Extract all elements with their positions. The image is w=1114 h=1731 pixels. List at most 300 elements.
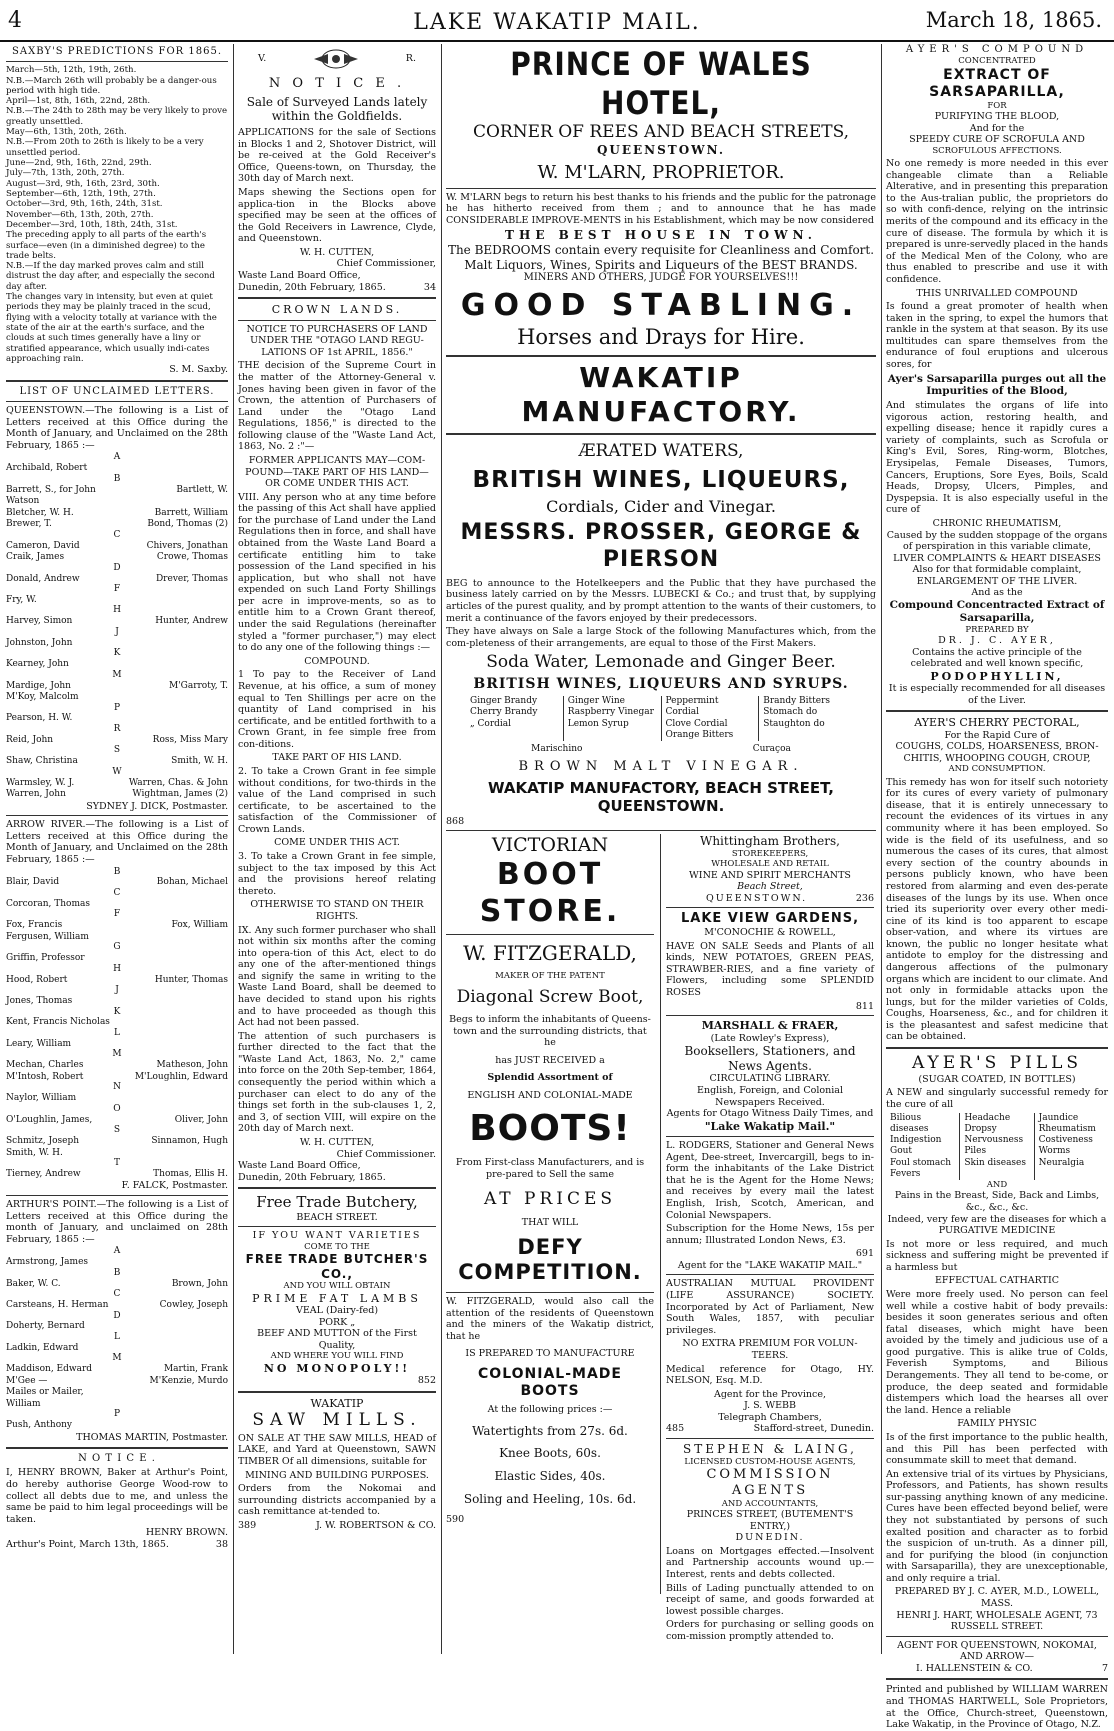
queenstown-letters-list <box>6 453 228 800</box>
boot-defy: DEFY COMPETITION. <box>458 1234 642 1285</box>
stephen-lic: LICENSED CUSTOM-HOUSE AGENTS, <box>684 1456 856 1467</box>
list-item: Orange Bitters <box>665 729 734 740</box>
ayer-purges: Ayer's Sarsaparilla purges out all the Impurities of the Blood, <box>887 372 1107 398</box>
letter-divider: B <box>113 473 121 484</box>
list-item-name: Corcoran, Thomas <box>6 898 90 909</box>
letter-divider: C <box>113 529 121 540</box>
lake-title: LAKE VIEW GARDENS, <box>680 911 860 927</box>
boot-price-4: Soling and Heeling, 10s. 6d. <box>463 1491 637 1506</box>
boot-prepared: IS PREPARED TO MANUFACTURE <box>465 1348 635 1360</box>
whit-beach: Beach Street, <box>737 881 803 893</box>
boot-english: ENGLISH AND COLONIAL-MADE <box>467 1089 633 1101</box>
saw-p: ON SALE AT THE SAW MILLS, HEAD of LAKE, and Yard at Queenstown, SAWN TIMBER Of all dimensions, suitable for <box>238 1432 436 1468</box>
list-item-name: Chivers, Jonathan <box>146 540 228 551</box>
list-item: Headache <box>964 1112 1011 1123</box>
amp-number: 485 <box>666 1423 685 1435</box>
letters-heading: LIST OF UNCLAIMED LETTERS. <box>19 385 215 397</box>
stephen-st: PRINCES STREET, (BUTEMENT'S ENTRY,) <box>686 1509 854 1532</box>
notice-heading: N O T I C E . <box>268 76 406 91</box>
list-column <box>886 1113 960 1181</box>
list-item-name: Doherty, Bernard <box>6 1321 85 1332</box>
list-column <box>662 696 760 741</box>
pills-and: AND <box>986 1180 1008 1190</box>
notice-date: Dunedin, 20th February, 1865. <box>238 281 386 293</box>
hotel-best: THE BEST HOUSE IN TOWN. <box>505 228 817 243</box>
ayer-enlarge: ENLARGEMENT OF THE LIVER. <box>916 575 1078 587</box>
arthurs-postmaster: THOMAS MARTIN, Postmaster. <box>76 1431 228 1443</box>
letter-divider: A <box>113 1246 121 1257</box>
list-item <box>6 1300 228 1312</box>
ayer-l2: CONCENTRATED <box>958 56 1036 67</box>
butchery-title: Free Trade Butchery, <box>256 1193 418 1212</box>
list-item: Bilious diseases <box>890 1112 929 1134</box>
list-item-name: Warmsley, W. J. <box>6 777 75 788</box>
amp-staff: Stafford-street, Dunedin. <box>753 1423 874 1435</box>
list-item <box>6 659 228 671</box>
butchery-l5: PRIME FAT LAMBS <box>252 1291 422 1305</box>
ayer-andas: And as the <box>971 587 1023 599</box>
list-item-name: Bond, Thomas (2) <box>147 519 228 530</box>
letter-divider: B <box>113 866 121 877</box>
saxby-signature: S. M. Saxby. <box>169 364 228 376</box>
rodgers-number: 691 <box>855 1248 874 1260</box>
letter-divider: L <box>114 1027 120 1038</box>
list-item-name: Barrett, William <box>154 507 228 518</box>
pills-hart: HENRI J. HART, WHOLESALE AGENT, 73 RUSSELL STREET. <box>896 1609 1098 1633</box>
pills-new: A NEW and singularly successful remedy for the cure of all <box>886 1087 1108 1110</box>
soda-water: Soda Water, Lemonade and Ginger Beer. <box>486 652 836 673</box>
ayer-chronic: CHRONIC RHEUMATISM, <box>932 517 1062 529</box>
letter-divider: B <box>113 1267 121 1278</box>
list-item <box>6 1136 228 1148</box>
lake-p: HAVE ON SALE Seeds and Plants of all kinds, NEW POTATOES, GREEN PEAS, STRAWBER-RIES, and a fine variety of Flowers, including some SPLENDID ROSES <box>666 940 874 998</box>
boot-at-prices: AT PRICES <box>483 1188 617 1209</box>
list-item-name: Wightman, James (2) <box>132 789 228 800</box>
stephen-comm: COMMISSION AGENTS <box>706 1466 834 1498</box>
list-item-name: Hunter, Thomas <box>154 974 228 985</box>
list-item-name: Martin, Frank <box>163 1364 228 1375</box>
list-item-name: Naylor, William <box>6 1093 77 1104</box>
saxby-line: June—2nd, 9th, 16th, 22nd, 29th. <box>6 158 152 168</box>
butchery-l2: COME TO THE <box>304 1241 370 1252</box>
pills-p2: Were more freely used. No person can feel well while a costive habit of body prevails: besides it soon generates serious and often fatal diseases, which might have been avoided by the timely and judicious use of a good purgative. This is alike true of Colds, Feverish Symptoms, and Bilious Derangements. They all tend to be-come, or produce, the deep seated and formidable distempers which load the hearses all over the land. Hence a reliable <box>886 1288 1108 1416</box>
ayer-podo: PODOPHYLLIN, <box>930 669 1064 683</box>
column-3 <box>446 44 876 1654</box>
list-item: Gout <box>890 1146 913 1157</box>
cordials: Cordials, Cider and Vinegar. <box>546 496 776 516</box>
boot-price-3: Elastic Sides, 40s. <box>494 1468 606 1483</box>
list-item <box>6 1169 228 1181</box>
letter-divider: M <box>112 1353 122 1364</box>
crown-compound: COMPOUND. <box>304 655 370 667</box>
hotel-p: W. M'LARN begs to return his best thanks to his friends and the public for the patronage he has hitherto received from them ; and to announce that he has made CONSIDERABLE IMPROVE-MENTS in his Establishment, which may be now considered <box>446 191 876 226</box>
pills-purg: PURGATIVE MEDICINE <box>938 1225 1056 1237</box>
list-item-name: Harvey, Simon <box>6 616 73 627</box>
crown-p4: 2. To take a Crown Grant in fee simple without conditions, for two-thirds in the value of the Land comprised in such certificate, to be ascertained to the satisfaction of the Commissioner of Crown Lands. <box>238 766 436 835</box>
list-item <box>6 1376 228 1388</box>
product-list <box>466 696 856 741</box>
boot-store-title: BOOT STORE. <box>479 857 621 929</box>
list-item: Jaundice <box>1038 1112 1079 1123</box>
hotel-malt: Malt Liquors, Wines, Spirits and Liqueurs of the BEST BRANDS. <box>464 257 858 272</box>
list-item-name: M'Garroty, T. <box>168 680 228 691</box>
pills-sub: (SUGAR COATED, IN BOTTLES) <box>918 1073 1076 1085</box>
letter-divider: N <box>113 1082 121 1093</box>
list-item: Piles <box>964 1146 987 1157</box>
whit-wine: WINE AND SPIRIT MERCHANTS <box>689 869 851 881</box>
saw-number: 389 <box>238 1519 257 1531</box>
list-item-name: Cowley, Joseph <box>159 1300 228 1311</box>
boot-diagonal: Diagonal Screw Boot, <box>456 987 644 1008</box>
stephen-acc: AND ACCOUNTANTS, <box>721 1498 819 1509</box>
list-item-name: Fox, Francis <box>6 920 63 931</box>
pills-p1: Is not more or less required, and much sickness and suffering might be prevented if a harmless but <box>886 1238 1108 1273</box>
list-item-name: Archibald, Robert <box>6 463 88 474</box>
list-item: Stomach do <box>763 707 818 718</box>
list-item: Skin diseases <box>964 1157 1026 1168</box>
notice-office: Waste Land Board Office, <box>238 270 361 282</box>
agent-l1: AGENT FOR QUEENSTOWN, NOKOMAI, AND ARROW— <box>897 1639 1097 1663</box>
ayer-l6: And for the <box>969 122 1025 134</box>
list-item-name: Craik, James <box>6 552 65 563</box>
rodgers-agent: Agent for the "LAKE WAKATIP MAIL." <box>677 1259 863 1271</box>
letter-divider: K <box>113 648 121 659</box>
list-item: Rheumatism <box>1038 1123 1096 1134</box>
hotel-miners: MINERS AND OTHERS, JUDGE FOR YOURSELVES!!! <box>523 272 799 284</box>
amp-medical: Medical reference for Otago, HY. NELSON, Esq. M.D. <box>666 1363 874 1387</box>
crown-p6: IX. Any such former purchaser who shall not within six months after the coming into opera-tion of this Act, elect to do any one of the after-mentioned things and signify the same in writing to the Waste Land Board, shall be deemed to have decided to stand upon his rights and to have proceeded as though this Act had not been passed. <box>238 924 436 1029</box>
ayer-p1: No one remedy is more needed in this ever changeable climate than a Reliable Alterative, and in presenting this preparation to the Aus-tralian public, the proprietors do so with confi-dence, relying on the intrinsic merits of the compound and its efficacy in the cure of disease. The formula by which it is prepared is unre-servedly placed in the hands of the Medical Men of the Colony, who are thus enabled to prescribe and use it with confidence. <box>886 158 1108 285</box>
pills-title: AYER'S PILLS <box>911 1053 1083 1074</box>
list-column <box>466 696 564 741</box>
masthead <box>0 0 1114 42</box>
brown-notice-body: I, HENRY BROWN, Baker at Arthur's Point, do hereby authorise George Wood-row to collect all debts due to me, and unless the same be paid to him legal proceedings will be taken. <box>6 1467 228 1525</box>
printed-by: Printed and published by WILLIAM WARREN and THOMAS HARTWELL, Sole Proprietors, at the Office, Church-street, Queenstown, Lake Wakatip, in the Province of Otago, N.Z. <box>886 1684 1108 1731</box>
list-item-name: Fergusen, William <box>6 931 89 942</box>
list-item: Staughton do <box>763 718 825 729</box>
boot-price-1: Watertights from 27s. 6d. <box>472 1423 628 1438</box>
column-divider <box>233 44 234 1654</box>
ayer-p3: And stimulates the organs of life into vigorous action, restoring health, and expelling disease; hence it rapidly cures a variety of complaints, such as Scrofula or King's Evil, Sores, Ring-worm, Blotches, Erysipelas, Female Diseases, Tumors, Cancers, Eruptions, Sore Eyes, Boils, Scald Heads, Dropsy, Ulcers, Pimples, and Dyspepsia. It is also especially useful in the cure of <box>886 400 1108 516</box>
queenstown-postmaster: SYDNEY J. DICK, Postmaster. <box>86 800 228 812</box>
issue-date: March 18, 1865. <box>925 8 1102 32</box>
curacoa: Curaçoa <box>752 744 791 755</box>
butchery-l6: VEAL (Dairy-fed) <box>295 1305 379 1317</box>
column-2 <box>238 44 436 1654</box>
pills-eff: EFFECTUAL CATHARTIC <box>935 1275 1059 1287</box>
column-3-split <box>446 834 876 1642</box>
list-item-name: Donald, Andrew <box>6 573 80 584</box>
saw-l2: SAW MILLS. <box>252 1410 422 1431</box>
saw-signature: J. W. ROBERTSON & CO. <box>315 1519 436 1531</box>
agent-number: 7 <box>1101 1662 1108 1674</box>
list-item-name: Griffin, Professor <box>6 953 85 964</box>
saxby-line: May—6th, 13th, 20th, 26th. <box>6 127 127 138</box>
good-stabling: GOOD STABLING. <box>460 288 862 324</box>
cherry-for: For the Rapid Cure of <box>944 729 1050 741</box>
crown-otherwise: OTHERWISE TO STAND ON THEIR RIGHTS. <box>250 899 424 922</box>
list-item-name: Mechan, Charles <box>6 1060 84 1071</box>
letter-divider: D <box>113 1310 121 1321</box>
manufactory-number: 868 <box>446 815 465 827</box>
pills-diseases-table <box>886 1113 1108 1181</box>
saxby-lines <box>6 65 228 364</box>
crown-p2: VIII. Any person who at any time before the passing of this Act shall have applied for the purchase of Land under the Land Regulations then in force, and shall have obtained from the Waste Land Board a certificate entitling him to take possession of the Land specified in his application, but who shall not have expended on such Land Forty Shillings per acre in improve-ments, so as to entitle him to a Crown Grant thereof, under the said Regulations (hereinafter styled a "former purchaser,") may elect to do any one of the following things :— <box>238 491 436 654</box>
list-item-name: Smith, W. H. <box>6 1147 63 1158</box>
letter-divider: J <box>115 985 119 996</box>
boot-store-ad <box>446 834 654 1526</box>
whit-whole: WHOLESALE AND RETAIL <box>711 859 829 870</box>
list-item: Brandy Bitters <box>763 696 831 707</box>
boot-name: W. FITZGERALD, <box>463 940 637 965</box>
letter-divider: K <box>113 1006 121 1017</box>
list-item <box>6 1364 228 1376</box>
list-item: Fevers <box>890 1168 921 1179</box>
list-item-name: Brown, John <box>171 1278 228 1289</box>
letter-divider: O <box>113 1103 121 1114</box>
saxby-line: N.B.—If the day marked proves calm and still distrust the day after, and especially the second day after. <box>6 261 215 292</box>
list-item-name: Carsteans, H. Herman <box>6 1300 109 1311</box>
list-column <box>1035 1113 1108 1181</box>
list-item-name: Shaw, Christina <box>6 756 78 767</box>
ayer-also: Also for that formidable complaint, <box>912 564 1082 576</box>
saw-p2: MINING AND BUILDING PURPOSES. <box>245 1469 429 1481</box>
saxby-line: December—3rd, 10th, 18th, 24th, 31st. <box>6 219 178 230</box>
boot-boots: BOOTS! <box>469 1108 631 1150</box>
pills-family: FAMILY PHYSIC <box>957 1418 1037 1430</box>
column-1 <box>6 44 228 1654</box>
notice-sub: Sale of Surveyed Lands lately within the Goldfields. <box>246 94 428 124</box>
letter-divider: D <box>113 562 121 573</box>
butchery-l3: FREE TRADE BUTCHER'S CO., <box>245 1252 429 1281</box>
marshall-papers: English, Foreign, and Colonial Newspapers Received. <box>697 1084 843 1108</box>
marshall-sub: (Late Rowley's Express), <box>710 1032 830 1044</box>
boot-colonial: COLONIAL-MADE BOOTS <box>478 1365 622 1400</box>
arrow-intro: ARROW RIVER.—The following is a List of Letters received at this Office during the Month of January, and Unclaimed on the 28th February, 1865 :— <box>6 819 228 866</box>
lake-number: 811 <box>855 1000 874 1012</box>
list-item-name: Ladkin, Edward <box>6 1342 79 1353</box>
brown-notice-heading: N O T I C E . <box>78 1453 156 1465</box>
whit-store: STOREKEEPERS, <box>731 848 809 859</box>
brown-number: 38 <box>215 1538 228 1550</box>
list-item-name: Leary, William <box>6 1038 72 1049</box>
split-divider <box>660 834 661 1594</box>
list-item-name: Baker, W. C. <box>6 1278 61 1289</box>
notice-body: APPLICATIONS for the sale of Sections in Blocks 1 and 2, Shotover District, will be re-ceived at the Gold Receiver's Office, Queens-town, on Thursday, the 30th day of March next. <box>238 127 436 185</box>
lake-sub: M'CONOCHIE & ROWELL, <box>704 927 836 939</box>
butchery-l10: NO MONOPOLY!! <box>263 1361 411 1375</box>
list-item: Worms <box>1038 1146 1071 1157</box>
ayer-contains: Contains the active principle of the celebrated and well known specific, <box>910 646 1084 670</box>
ayer-l7: SPEEDY CURE OF SCROFULA AND <box>909 134 1085 146</box>
list-item-name: M'Gee — <box>6 1375 48 1386</box>
boot-victorian: VICTORIAN <box>491 834 609 857</box>
boot-also: W. FITZGERALD, would also call the attention of the residents of Queenstown and the miners of the Wakatip district, that he <box>446 1296 654 1342</box>
boot-prices-label: At the following prices :— <box>487 1404 613 1416</box>
list-item-name: M'Koy, Malcolm <box>6 692 79 703</box>
brown-footer: Arthur's Point, March 13th, 1865. <box>6 1538 169 1550</box>
rodgers-p2: Subscription for the Home News, 15s per annum; Illustrated London News, £3. <box>666 1223 874 1246</box>
letter-divider: M <box>112 1049 122 1060</box>
list-item-name: Kearney, John <box>6 659 69 670</box>
list-item-name: Fry, W. <box>6 594 37 605</box>
crown-signature: W. H. CUTTEN, <box>299 1136 375 1148</box>
prosser-george-pierson: MESSRS. PROSSER, GEORGE & PIERSON <box>460 520 862 573</box>
hotel-title: PRINCE OF WALES HOTEL, <box>510 44 812 123</box>
list-item: Nervousness <box>964 1135 1024 1145</box>
marshall-book: Booksellers, Stationers, and News Agents. <box>684 1044 856 1073</box>
manufactory-title: WAKATIP MANUFACTORY. <box>521 360 801 428</box>
crown-office: Waste Land Board Office, <box>238 1160 361 1172</box>
list-item-name: Brewer, T. <box>6 519 52 530</box>
ayer-comp: Compound Concentracted Extract of Sarsaparilla, <box>889 598 1105 624</box>
saxby-line: N.B.—March 26th will probably be a danger-ous period with high tide. <box>6 75 217 96</box>
list-item-name: Maddison, Edward <box>6 1364 93 1375</box>
british-syrups: BRITISH WINES, LIQUEURS AND SYRUPS. <box>473 676 849 693</box>
pills-prep: PREPARED BY J. C. AYER, M.D., LOWELL, MASS. <box>894 1586 1100 1610</box>
manufactory-footer: WAKATIP MANUFACTORY, BEACH STREET, QUEENSTOWN. <box>488 779 834 816</box>
manufactory-p: BEG to announce to the Hotelkeepers and the Public that they have purchased the business lately carried on by the Messrs. LUBECKI & Co.; and trust that, by supplying articles of the purest quality, and by prompt attention to the wants of their customers, to merit a continuance of the favors enjoyed by their predecessors. <box>446 577 876 624</box>
list-item <box>6 996 228 1008</box>
marischino: Marischino <box>531 744 583 755</box>
ayer-caused: Caused by the sudden stoppage of the organs of perspiration in this variable climate, <box>886 529 1108 553</box>
saw-l1: WAKATIP <box>310 1396 364 1410</box>
arthurs-letters-list <box>6 1247 228 1431</box>
letter-divider: M <box>112 669 122 680</box>
amp-no-extra: NO EXTRA PREMIUM FOR VOLUN-TEERS. <box>682 1338 858 1361</box>
notice-body-2: Maps shewing the Sections open for applica-tion in the Blocks above specified may be seen at the offices of the Gold Receivers in Lawrence, Clyde, and Queenstown. <box>238 187 436 245</box>
cherry-l1: COUGHS, COLDS, HOARSENESS, BRON- <box>895 741 1099 753</box>
saxby-line: N.B.—From 20th to 26th is likely to be a very unsettled period. <box>6 137 204 158</box>
letter-divider: R <box>113 723 121 734</box>
list-item: Dropsy <box>964 1123 997 1134</box>
letter-divider: G <box>113 942 121 953</box>
letter-divider: W <box>112 766 122 777</box>
list-item-name: Fox, William <box>171 920 228 931</box>
list-item-name: Smith, W. H. <box>171 756 228 767</box>
list-item-name: Blair, David <box>6 877 60 888</box>
list-item-name: Mailes or Mailer, William <box>6 1387 84 1409</box>
amp-agent: Agent for the Province, <box>713 1388 827 1400</box>
letter-divider: J <box>115 626 119 637</box>
whit-number: 236 <box>855 892 874 904</box>
letter-divider: S <box>113 745 121 756</box>
butchery-l9: AND WHERE YOU WILL FIND <box>270 1351 404 1362</box>
crown-signature-title: Chief Commissioner. <box>336 1148 436 1160</box>
boot-begs: Begs to inform the inhabitants of Queens-town and the surrounding districts, that he <box>449 1014 651 1049</box>
list-item <box>6 552 228 564</box>
aerated-waters: ÆRATED WATERS, <box>578 440 744 461</box>
ayer-prep: PREPARED BY <box>965 624 1029 635</box>
letter-divider: C <box>113 1289 121 1300</box>
stephen-p: Loans on Mortgages effected.—Insolvent and Partnership accounts wound up.—Interest, rents and debts collected. <box>666 1545 874 1580</box>
list-item-name: Bartlett, W. <box>176 484 228 495</box>
paper-title: LAKE WAKATIP MAIL. <box>413 10 701 35</box>
whit-town: QUEENSTOWN. <box>706 892 808 904</box>
column-divider <box>441 44 442 1654</box>
list-item: Lemon Syrup <box>567 718 629 729</box>
cherry-p: This remedy has won for itself such notoriety for its cures of every variety of pulmonary disease, that it is entirely unnecessary to recount the evidences of its virtues in any community where it has been employed. So wide is the field of its usefulness, and so numerous the cases of its cures, that almost every section of the country abounds in persons publicly known, who have been restored from alarming and even des-perate diseases of the lungs by its use. When once tried its superiority over every other medi-cine of its kind is too apparent to escape obser-vation, and where its virtues are known, the public no longer hesitate what antidote to employ for the distressing and dangerous affections of the pulmonary organs which are incident to our climate. And not only in formidable attacks upon the lungs, but for the milder varieties of Colds, Coughs, Hoarseness, &c., and for children it is the pleasantest and safest medicine that can be obtained. <box>886 776 1108 1043</box>
crest-right: R. <box>405 53 416 65</box>
list-item-name: Warren, John <box>6 789 66 800</box>
manufactory-p2: They have always on Sale a large Stock of the following Manufactures which, from the com-pleteness of their arrangements, are equal to those of the First Makers. <box>446 626 876 649</box>
list-item <box>6 692 228 704</box>
marshall-agents: Agents for Otago Witness Daily Times, and <box>666 1108 874 1120</box>
ayer-l3: EXTRACT OF SARSAPARILLA, <box>929 66 1065 100</box>
brown-malt-vinegar: BROWN MALT VINEGAR. <box>518 759 804 775</box>
butchery-l1: IF YOU WANT VARIETIES <box>252 1230 422 1242</box>
boot-from: From First-class Manufacturers, and is pre-pared to Sell the same <box>455 1157 645 1180</box>
saxby-line: The preceding apply to all parts of the earth's surface—even (in a diminished degree) to the trade belts. <box>6 230 207 261</box>
list-item <box>6 463 228 475</box>
crest-left: V. <box>258 53 267 65</box>
list-item <box>6 541 228 553</box>
saxby-line: N.B.—The 24th to 28th may be very likely to prove greatly unsettled. <box>6 106 228 127</box>
list-item <box>6 1387 228 1410</box>
saxby-line: September—6th, 12th, 19th, 27th. <box>6 188 156 199</box>
ayer-recom: It is especially recommended for all diseases of the Liver. <box>888 683 1106 706</box>
list-item-name: Ross, Miss Mary <box>152 734 228 745</box>
ayer-unrival: THIS UNRIVALLED COMPOUND <box>916 287 1078 299</box>
list-item <box>6 920 228 932</box>
hotel-town: QUEENSTOWN. <box>596 143 726 158</box>
hotel-proprietor: W. M'LARN, PROPRIETOR. <box>537 161 785 183</box>
letter-divider: A <box>113 452 121 463</box>
list-item-name: Mardige, John <box>6 680 71 691</box>
royal-crest-icon <box>306 48 366 70</box>
marshall-circ: CIRCULATING LIBRARY. <box>709 1073 831 1085</box>
list-item-name: O'Loughlin, James, <box>6 1114 93 1125</box>
pills-p4: An extensive trial of its virtues by Physicians, Professors, and Patients, has shown results sur-passing anything known of any medicine. Cures have been effected beyond belief, were they not substantiated by persons of such exalted position and character as to forbid the suspicion of un-truth. As a dinner pill, and for purifying the blood (in conjunction with Sarsaparilla), they are unexceptionable, and only require a trial. <box>886 1468 1108 1584</box>
list-item-name: Bletcher, W. H. <box>6 507 74 518</box>
amp-webb: J. S. WEBB <box>744 1400 796 1412</box>
saxby-line: October—3rd, 9th, 16th, 24th, 31st. <box>6 199 163 210</box>
list-item-name: Kent, Francis Nicholas <box>6 1017 110 1028</box>
list-item-name: Pearson, H. W. <box>6 713 73 724</box>
rodgers-p: L. RODGERS, Stationer and General News Agent, Dee-street, Invercargill, begs to in-form the inhabitants of the Lake District that he is the Agent for the Home News; and receives by every mail the latest English, Irish, Scotch, American, and Colonial Newspapers. <box>666 1140 874 1221</box>
crown-heading: CROWN LANDS. <box>271 303 403 317</box>
cherry-title: AYER'S CHERRY PECTORAL, <box>914 716 1080 730</box>
boot-maker: MAKER OF THE PATENT <box>495 970 605 981</box>
list-item-name: Drever, Thomas <box>155 573 228 584</box>
crown-come: COME UNDER THIS ACT. <box>274 837 400 849</box>
crown-p5: 3. To take a Crown Grant in fee simple, subject to the tax imposed by this Act and the provisions hereof relating thereto. <box>238 851 436 897</box>
list-item: Neuralgia <box>1038 1157 1085 1168</box>
list-item: Raspberry Vinegar <box>567 707 654 718</box>
list-item: Peppermint Cordial <box>665 696 719 718</box>
list-item-name: Hood, Robert <box>6 974 68 985</box>
queenstown-intro: QUEENSTOWN.—The following is a List of Letters received at this Office during the Month of January, and Unclaimed on the 28th February, 1865 :— <box>6 405 228 451</box>
saxby-line: March—5th, 12th, 19th, 26th. <box>6 65 137 76</box>
marshall-lake: "Lake Wakatip Mail." <box>704 1119 836 1133</box>
arthurs-intro: ARTHUR'S POINT.—The following is a List of Letters received at this Office during the month of January, and unclaimed on 28th February, 1865 :— <box>6 1199 228 1245</box>
boot-price-2: Knee Boots, 60s. <box>499 1446 601 1461</box>
letter-divider: L <box>114 1331 120 1342</box>
list-item-name: Matheson, John <box>156 1060 228 1071</box>
crown-date: Dunedin, 20th February, 1865. <box>238 1171 386 1183</box>
butchery-street: BEACH STREET. <box>296 1211 378 1223</box>
list-item-name: Johnston, John <box>6 637 73 648</box>
stephen-title: STEPHEN & LAING, <box>683 1441 857 1456</box>
saxby-line: November—6th, 13th, 20th, 27th. <box>6 209 154 220</box>
ayer-p2: Is found a great promoter of health when taken in the spring, to expel the humors that rankle in the system at that season. By its use multitudes can spare themselves from the endurance of foul eruptions and ulcerous sores, for <box>886 301 1108 370</box>
list-item-name: Crowe, Thomas <box>156 552 228 563</box>
notice-signature-title: Chief Commissioner, <box>336 258 436 270</box>
column-divider <box>881 44 882 1654</box>
stephen-p2: Bills of Lading punctually attended to on receipt of same, and goods forwarded at lowest possible charges. <box>666 1582 874 1617</box>
ayer-dr: DR. J. C. AYER, <box>938 634 1056 646</box>
list-item: „ Cordial <box>470 718 512 729</box>
